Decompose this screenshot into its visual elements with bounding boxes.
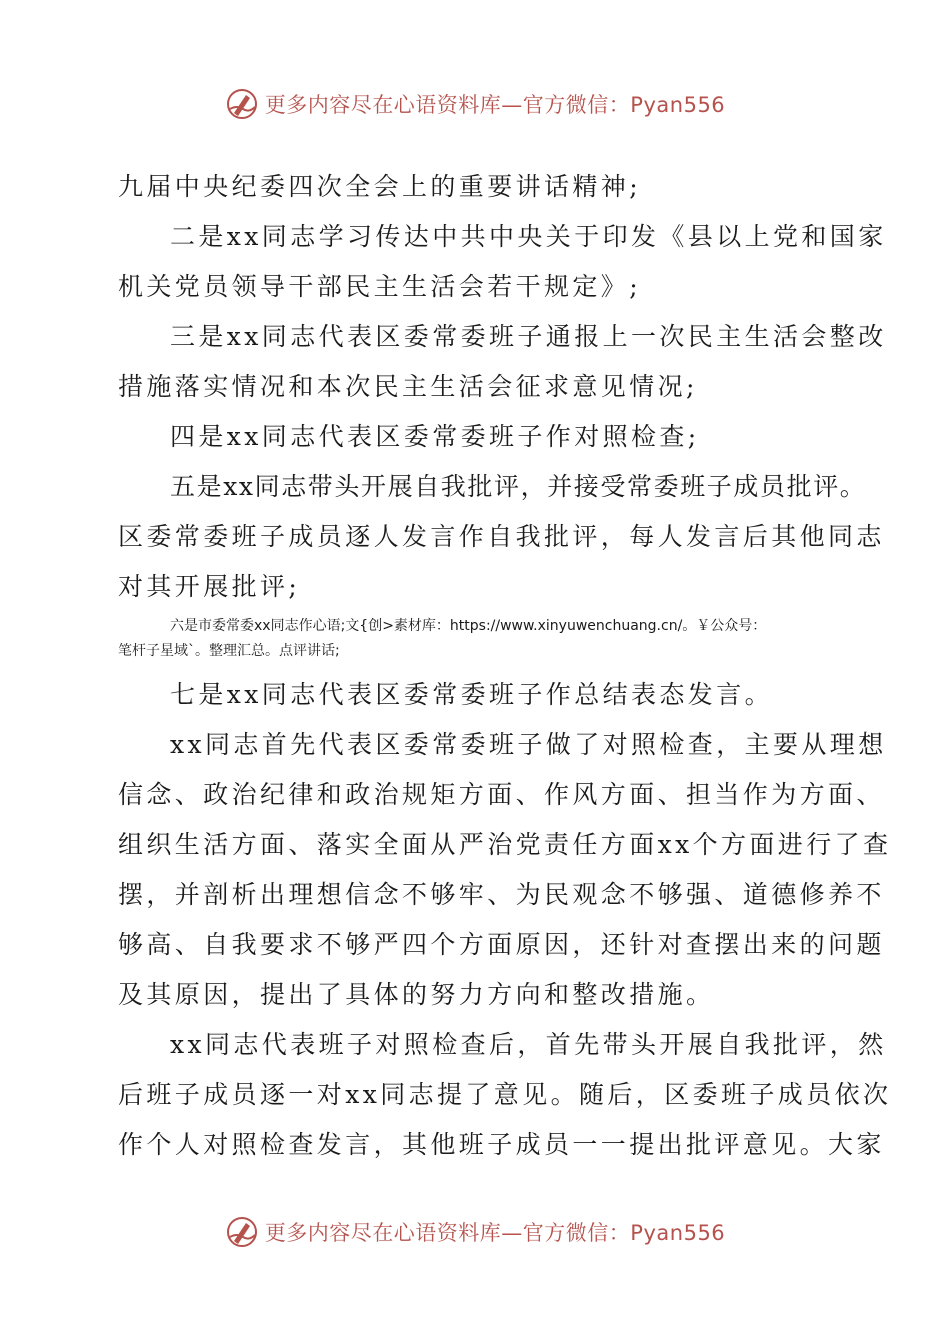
paragraph-line: 组织生活方面、落实全面从严治党责任方面xx个方面进行了查 [118,830,892,859]
paragraph-line: 信念、政治纪律和政治规矩方面、作风方面、担当作为方面、 [118,780,885,809]
paragraph-line: 后班子成员逐一对xx同志提了意见。随后，区委班子成员依次 [118,1080,892,1109]
pen-nib-logo-icon [225,1215,259,1249]
header-banner [0,84,950,124]
paragraph-line: 够高、自我要求不够严四个方面原因，还针对查摆出来的问题 [118,930,885,959]
paragraph-line: xx同志首先代表区委常委班子做了对照检查，主要从理想 [170,730,887,759]
paragraph-line: 摆，并剖析出理想信念不够牢、为民观念不够强、道德修养不 [118,880,885,909]
paragraph-line: 二是xx同志学习传达中共中央关于印发《县以上党和国家 [170,222,887,251]
paragraph-line: xx同志代表班子对照检查后，首先带头开展自我批评，然 [170,1030,887,1059]
watermark-note-line: 笔杆子星域`。整理汇总。点评讲话; [118,643,340,659]
header-banner-text: 更多内容尽在心语资料库—官方微信：Pyan556 [264,93,726,117]
footer-banner [0,1212,950,1252]
paragraph-line: 五是xx同志带头开展自我批评，并接受常委班子成员批评。 [170,472,867,501]
paragraph-line: 三是xx同志代表区委常委班子通报上一次民主生活会整改 [170,322,887,351]
paragraph-line: 作个人对照检查发言，其他班子成员一一提出批评意见。大家 [118,1130,885,1159]
paragraph-line: 九届中央纪委四次全会上的重要讲话精神; [118,172,642,201]
paragraph-line: 措施落实情况和本次民主生活会征求意见情况; [118,372,698,401]
paragraph-line: 四是xx同志代表区委常委班子作对照检查; [170,422,700,451]
watermark-note-line: 六是市委常委xx同志作心语;文{创>素材库：https://www.xinyuwenchuang.cn/。￥公众号： [170,618,767,634]
paragraph-line: 七是xx同志代表区委常委班子作总结表态发言。 [170,680,773,709]
document-body [118,162,892,1170]
watermark-note [118,614,836,664]
paragraph-line: 区委常委班子成员逐人发言作自我批评，每人发言后其他同志 [118,522,885,551]
paragraph-line: 及其原因，提出了具体的努力方向和整改措施。 [118,980,715,1009]
paragraph-line: 对其开展批评; [118,572,301,601]
pen-nib-logo-icon [225,87,259,121]
footer-banner-text: 更多内容尽在心语资料库—官方微信：Pyan556 [264,1221,726,1245]
paragraph-line: 机关党员领导干部民主生活会若干规定》; [118,272,642,301]
